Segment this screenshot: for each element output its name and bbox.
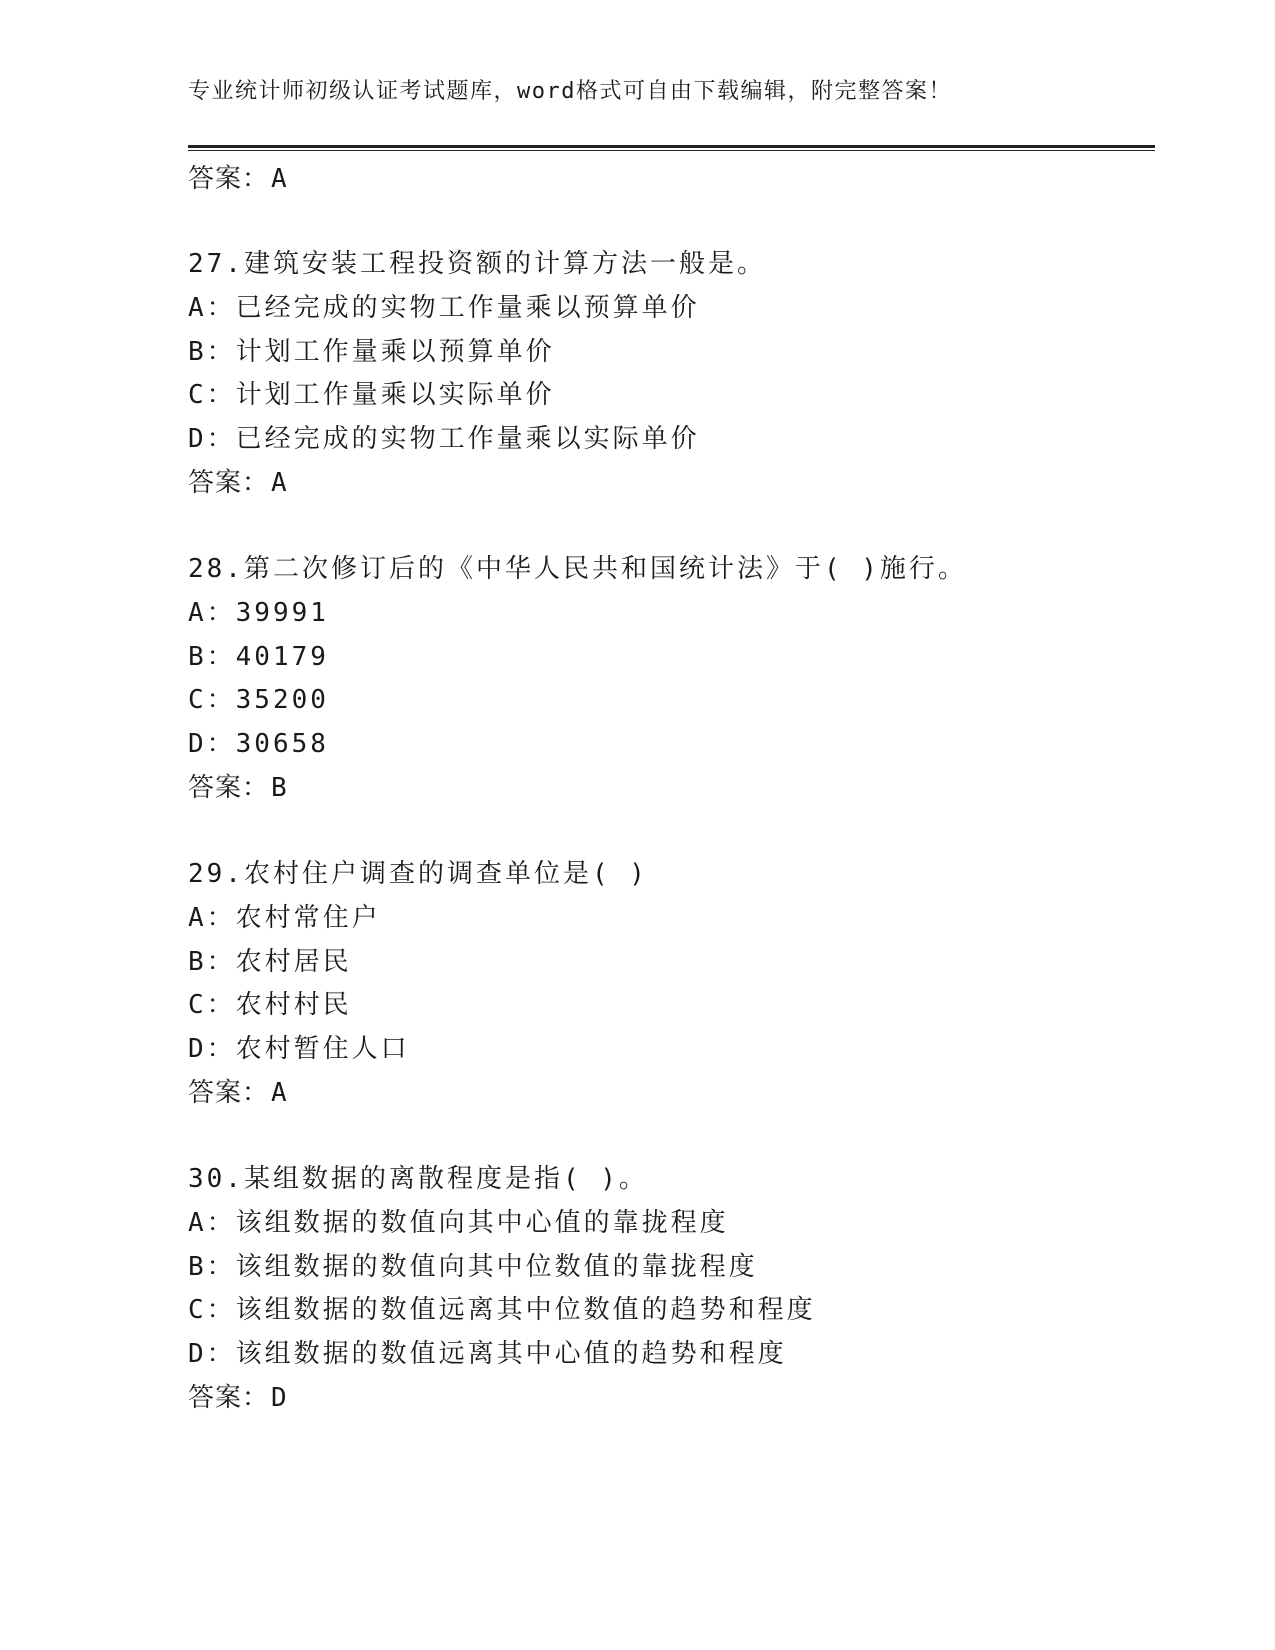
option-d: D：农村暂住人口 — [188, 1034, 410, 1064]
answer-value: A — [271, 1078, 288, 1108]
header-divider — [188, 145, 1155, 148]
answer-value: D — [271, 1383, 288, 1413]
option-a: A：已经完成的实物工作量乘以预算单价 — [188, 293, 700, 323]
option-a: A：39991 — [188, 598, 329, 628]
option-c: C：农村村民 — [188, 990, 352, 1020]
answer-label: 答案： — [188, 468, 270, 498]
option-a: A：农村常住户 — [188, 903, 381, 933]
option-b: B：40179 — [188, 642, 329, 672]
answer-27 — [188, 462, 288, 499]
option-c: C：计划工作量乘以实际单价 — [188, 380, 555, 410]
answer-value: A — [271, 164, 288, 194]
option-c: C：35200 — [188, 685, 329, 715]
question-stem-30: 30.某组数据的离散程度是指( )。 — [188, 1164, 648, 1194]
prev-answer — [188, 158, 288, 195]
option-b: B：农村居民 — [188, 947, 352, 977]
answer-28 — [188, 767, 288, 804]
option-b: B：该组数据的数值向其中位数值的靠拢程度 — [188, 1252, 758, 1282]
answer-29 — [188, 1072, 288, 1109]
header-divider-thin — [188, 150, 1155, 151]
answer-label: 答案： — [188, 773, 270, 803]
option-d: D：该组数据的数值远离其中心值的趋势和程度 — [188, 1339, 787, 1369]
option-d: D：已经完成的实物工作量乘以实际单价 — [188, 424, 700, 454]
question-stem-29: 29.农村住户调查的调查单位是( ) — [188, 859, 648, 889]
question-stem-28: 28.第二次修订后的《中华人民共和国统计法》于( )施行。 — [188, 554, 967, 584]
answer-label: 答案： — [188, 1078, 270, 1108]
option-b: B：计划工作量乘以预算单价 — [188, 337, 555, 367]
answer-30 — [188, 1377, 288, 1414]
answer-value: A — [271, 468, 288, 498]
option-d: D：30658 — [188, 729, 329, 759]
answer-label: 答案： — [188, 1383, 270, 1413]
option-a: A：该组数据的数值向其中心值的靠拢程度 — [188, 1208, 729, 1238]
answer-value: B — [271, 773, 288, 803]
answer-label: 答案： — [188, 164, 270, 194]
option-c: C：该组数据的数值远离其中位数值的趋势和程度 — [188, 1295, 816, 1325]
page-header: 专业统计师初级认证考试题库，word格式可自由下载编辑，附完整答案！ — [188, 79, 952, 104]
question-stem-27: 27.建筑安装工程投资额的计算方法一般是。 — [188, 249, 766, 279]
